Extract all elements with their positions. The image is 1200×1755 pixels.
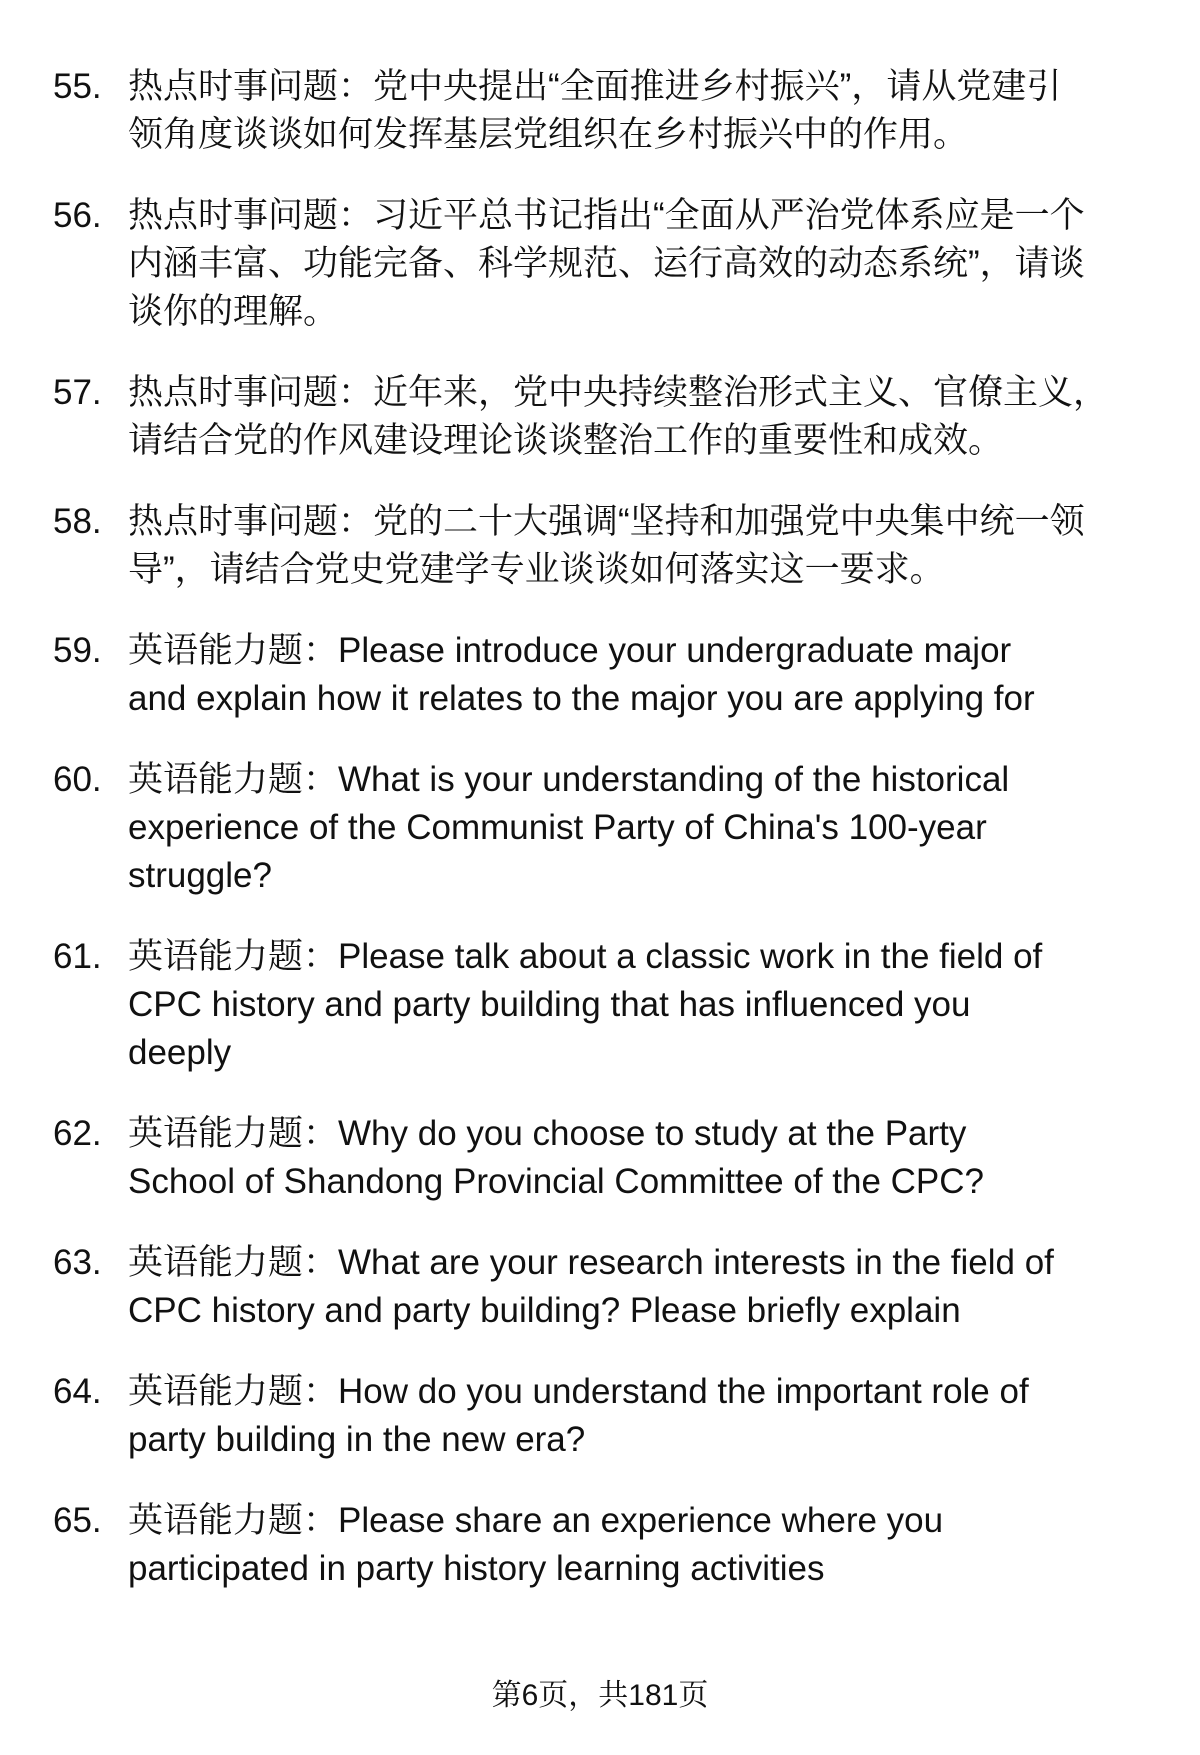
question-text-line: 英语能力题：Why do you choose to study at the Party	[128, 1114, 967, 1153]
question-number: 63.	[53, 1243, 102, 1282]
question-text	[128, 192, 1200, 336]
question-text-line: CPC history and party building that has influenced you	[128, 985, 971, 1024]
question-item	[0, 756, 1200, 900]
question-text	[128, 369, 1200, 465]
question-text-line: 谈你的理解。	[128, 292, 339, 331]
question-text-line: participated in party history learning activities	[128, 1549, 825, 1588]
question-number: 59.	[53, 631, 102, 670]
question-item	[0, 1239, 1200, 1335]
question-number: 57.	[53, 373, 102, 412]
question-text-line: CPC history and party building? Please briefly explain	[128, 1291, 961, 1330]
question-text-line: 领角度谈谈如何发挥基层党组织在乡村振兴中的作用。	[128, 115, 969, 154]
question-text-line: 热点时事问题：近年来，党中央持续整治形式主义、官僚主义，	[128, 373, 1109, 412]
question-number: 61.	[53, 937, 102, 976]
question-number: 60.	[53, 760, 102, 799]
question-text-line: 热点时事问题：党中央提出“全面推进乡村振兴”，请从党建引	[128, 67, 1062, 106]
page-number: 第6页，共181页	[491, 1679, 709, 1712]
question-item	[0, 627, 1200, 723]
question-number: 62.	[53, 1114, 102, 1153]
question-item	[0, 63, 1200, 159]
question-text-line: 英语能力题：Please talk about a classic work in the field of	[128, 937, 1043, 976]
question-list	[0, 63, 1200, 1626]
question-number: 56.	[53, 196, 102, 235]
question-text	[128, 63, 1200, 159]
question-text-line: 热点时事问题：党的二十大强调“坚持和加强党中央集中统一领	[128, 502, 1085, 541]
question-text-line: 英语能力题：What is your understanding of the historical	[128, 760, 1010, 799]
question-text	[128, 1110, 1200, 1206]
question-text-line: 内涵丰富、功能完备、科学规范、运行高效的动态系统”，请谈	[128, 244, 1085, 283]
question-text-line: experience of the Communist Party of China's 100-year	[128, 808, 987, 847]
question-text-line: party building in the new era?	[128, 1420, 586, 1459]
question-text-line: deeply	[128, 1033, 232, 1072]
question-item	[0, 1110, 1200, 1206]
question-text-line: School of Shandong Provincial Committee of the CPC?	[128, 1162, 985, 1201]
question-number: 65.	[53, 1501, 102, 1540]
question-item	[0, 498, 1200, 594]
question-text-line: 英语能力题：Please share an experience where you	[128, 1501, 944, 1540]
question-text-line: 英语能力题：How do you understand the important role of	[128, 1372, 1029, 1411]
question-text-line: 英语能力题：What are your research interests in the field of	[128, 1243, 1054, 1282]
question-number: 64.	[53, 1372, 102, 1411]
question-number: 55.	[53, 67, 102, 106]
question-text-line: 英语能力题：Please introduce your undergraduate major	[128, 631, 1012, 670]
question-text	[128, 627, 1200, 723]
question-item	[0, 369, 1200, 465]
question-text	[128, 1368, 1200, 1464]
question-item	[0, 1368, 1200, 1464]
question-text	[128, 1239, 1200, 1335]
question-text-line: 导”，请结合党史党建学专业谈谈如何落实这一要求。	[128, 550, 945, 589]
question-item	[0, 933, 1200, 1077]
question-text	[128, 1497, 1200, 1593]
question-text	[128, 498, 1200, 594]
question-item	[0, 192, 1200, 336]
question-text-line: 请结合党的作风建设理论谈谈整治工作的重要性和成效。	[128, 421, 1004, 460]
question-item	[0, 1497, 1200, 1593]
question-text	[128, 756, 1200, 900]
question-text-line: 热点时事问题：习近平总书记指出“全面从严治党体系应是一个	[128, 196, 1085, 235]
question-text-line: and explain how it relates to the major you are applying for	[128, 679, 1035, 718]
question-text	[128, 933, 1200, 1077]
question-text-line: struggle?	[128, 856, 272, 895]
question-number: 58.	[53, 502, 102, 541]
